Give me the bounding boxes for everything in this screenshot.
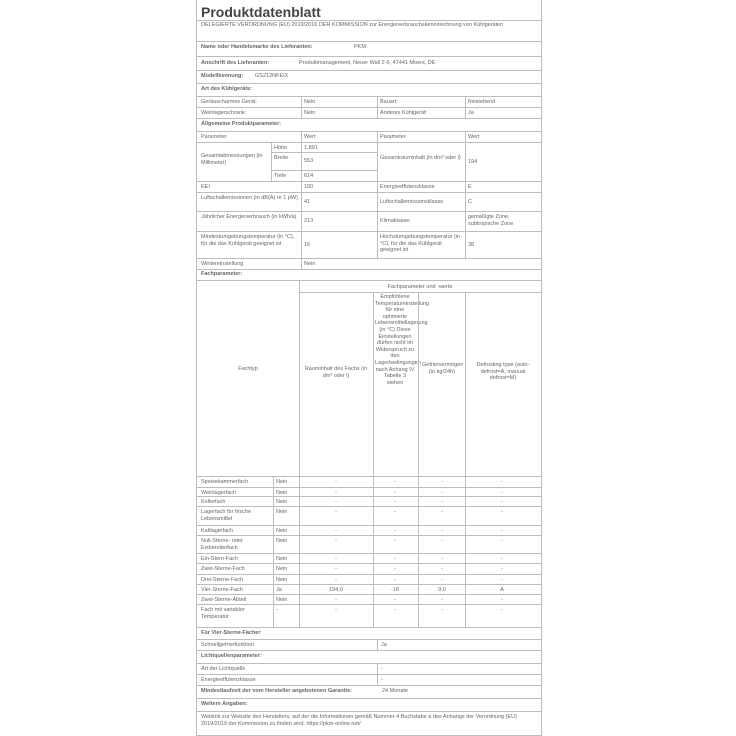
compartment-value: -	[441, 597, 443, 603]
param-header: Parameter	[380, 134, 406, 140]
compartment-group-header: Fachparameter und -werte	[387, 284, 453, 290]
divider	[377, 639, 378, 650]
divider	[197, 553, 541, 554]
divider	[299, 292, 541, 293]
divider	[197, 685, 541, 686]
compartment-value: -	[394, 528, 396, 534]
divider	[197, 258, 541, 259]
further-text: Weblink zur Website des Herstellers, auf der die Informationen gemäß Nummer 4 Buchstabe a des Anhangs der Verordnung (EU) 2019/2019 der Kommission zu finden sind: https://pkm-online.net/	[201, 714, 517, 727]
compartment-type: Weinlagerfach	[201, 490, 237, 496]
compartment-type: Lagerfach für frische Lebensmittel	[201, 509, 252, 522]
param-value: E	[468, 184, 472, 190]
divider	[197, 70, 541, 71]
compartment-value: -	[335, 528, 337, 534]
divider	[197, 96, 541, 97]
type-value: Nein	[304, 99, 316, 105]
compartment-value: -	[441, 490, 443, 496]
light-type-label: Art der Lichtquelle	[201, 666, 246, 672]
compartment-value: -	[501, 607, 503, 613]
compartment-value: -	[501, 597, 503, 603]
compartment-value: -	[335, 597, 337, 603]
dimension-value: 614	[304, 173, 314, 179]
compartment-type: Ein-Stern-Fach	[201, 556, 238, 562]
compartment-value: -	[501, 566, 503, 572]
divider	[465, 292, 466, 627]
compartment-col-defrost: Defrosting type (auto-defrost=A, manual defrost=M)	[476, 362, 530, 382]
compartment-value: -	[441, 566, 443, 572]
compartment-value: -	[335, 556, 337, 562]
compartment-value: -	[335, 499, 337, 505]
divider	[418, 292, 419, 627]
type-value: Nein	[304, 110, 316, 116]
divider	[197, 269, 541, 270]
model-label: Modellkennung:	[201, 73, 244, 79]
divider	[197, 211, 541, 212]
divider	[197, 711, 541, 712]
dimension-value: 1.891	[304, 145, 318, 151]
compartment-value: -	[335, 490, 337, 496]
compartment-value: -	[335, 607, 337, 613]
divider	[197, 142, 541, 143]
compartment-present: Nein	[276, 566, 288, 572]
compartment-value: -	[441, 607, 443, 613]
param-value: 213	[304, 218, 314, 224]
divider	[197, 506, 541, 507]
fast-freeze-label: Schnellgefrierfunktion	[201, 642, 254, 648]
compartment-present: -	[276, 607, 278, 613]
compartment-value: -	[394, 607, 396, 613]
volume-label: Gesamtrauminhalt (in dm³ oder l)	[380, 155, 461, 161]
compartment-type: Zwei-Sterne-Fach	[201, 566, 245, 572]
type-label: Geräuscharmes Gerät:	[201, 99, 257, 105]
fast-freeze-value: Ja	[381, 642, 387, 648]
warranty-label: Mindestlaufzeit der vom Hersteller angebotenen Garantie:	[201, 688, 352, 694]
divider	[197, 231, 541, 232]
compartment-type: Vier-Sterne-Fach	[201, 587, 243, 593]
param-label: Luftschallemissionsklasse	[380, 199, 444, 205]
compartment-type: Kellerfach	[201, 499, 226, 505]
dimension-name: Tiefe	[274, 173, 287, 179]
type-value: freistehend	[468, 99, 496, 105]
compartment-present: Nein	[276, 528, 288, 534]
dimensions-label: Gesamtabmessungen (in Millimeter)	[201, 153, 263, 166]
divider	[197, 476, 541, 477]
dimension-name: Breite	[274, 155, 289, 161]
compartment-value: -	[441, 528, 443, 534]
type-value: Ja	[468, 110, 474, 116]
type-heading: Art des Kühlgeräts:	[201, 86, 253, 92]
param-label: Luftschallemissionen (in dB(A) re 1 pW)	[201, 195, 298, 201]
compartment-value: -	[335, 509, 337, 515]
compartment-present: Nein	[276, 509, 288, 515]
compartment-value: -	[501, 499, 503, 505]
compartment-value: 9,0	[438, 587, 446, 593]
divider	[197, 663, 541, 664]
compartment-value: -	[394, 577, 396, 583]
divider	[197, 56, 541, 57]
param-label: Energieeffizienzklasse	[380, 184, 435, 190]
divider	[197, 496, 541, 497]
divider	[197, 181, 541, 182]
compartment-value: -	[394, 566, 396, 572]
divider	[197, 280, 541, 281]
divider	[197, 535, 541, 536]
type-label: Weinlagerschrank:	[201, 110, 247, 116]
compartment-value: -	[441, 479, 443, 485]
page-title: Produktdatenblatt	[201, 4, 321, 20]
type-label: Bauart:	[380, 99, 398, 105]
compartment-present: Nein	[276, 499, 288, 505]
light-class-label: Energieeffizienzklasse	[201, 677, 256, 683]
compartment-value: -	[394, 556, 396, 562]
divider	[197, 83, 541, 84]
light-heading: Lichtquellenparameter:	[201, 653, 262, 659]
divider	[197, 118, 541, 119]
compartment-value: -	[441, 577, 443, 583]
compartment-col-type: Fachtyp	[238, 366, 258, 372]
compartment-col-temp: Empfohlene Temperatureinstellung für eine optimierte Lebensmittellagerung (in °C) Diese Einstellungen dürfen nicht im Widerspruch zu den Lagerbedingungen nach Anhang IV Tabelle 3 stehen	[375, 294, 430, 386]
compartment-present: Nein	[276, 556, 288, 562]
divider	[197, 674, 541, 675]
param-value: 100	[304, 184, 314, 190]
divider	[197, 563, 541, 564]
divider	[299, 280, 300, 627]
regulation-text: DELEGIERTE VERORDNUNG (EU) 2019/2016 DER KOMMISSION zur Energieverbrauchskennzeichnung von Kühlgeräten	[201, 22, 504, 28]
compartment-value: -	[335, 479, 337, 485]
divider	[377, 96, 378, 118]
dimension-value: 553	[304, 158, 314, 164]
compartment-value: -	[394, 490, 396, 496]
divider	[197, 487, 541, 488]
param-value: C	[468, 199, 472, 205]
compartment-value: -	[335, 566, 337, 572]
compartment-value: -	[394, 509, 396, 515]
divider	[197, 131, 541, 132]
compartment-value: -	[441, 499, 443, 505]
divider	[271, 142, 272, 181]
compartment-value: -	[501, 490, 503, 496]
compartment-value: -	[441, 556, 443, 562]
param-value: 38	[468, 242, 475, 248]
compartment-value: A	[500, 587, 504, 593]
compartment-type: Kaltlagerfach	[201, 528, 234, 534]
compartment-type: Fach mit variabler Temperatur	[201, 607, 245, 620]
divider	[197, 604, 541, 605]
compartment-value: -	[501, 479, 503, 485]
product-datasheet	[196, 0, 542, 736]
divider	[197, 41, 541, 42]
supplier-address-value: Produktmanagement, Neuer Wall 2-6, 47441 Moers, DE	[299, 60, 436, 66]
divider	[465, 96, 466, 118]
compartment-present: Nein	[276, 597, 288, 603]
compartment-present: Nein	[276, 538, 288, 544]
compartment-value: -	[441, 538, 443, 544]
divider	[377, 131, 378, 258]
compartment-present: Nein	[276, 490, 288, 496]
param-label: Mindestumgebungstemperatur (in °C), für die das Kühlgerät geeignet ist	[201, 234, 295, 247]
compartment-value: -	[501, 528, 503, 534]
compartment-value: -	[501, 556, 503, 562]
param-label: Höchstumgebungstemperatur (in °C), für die das Kühlgerät geeignet ist	[380, 234, 461, 254]
divider	[301, 131, 302, 269]
winter-value: Nein	[304, 261, 316, 267]
compartment-value: -	[394, 499, 396, 505]
param-header: Wert	[468, 134, 480, 140]
compartment-present: Nein	[276, 577, 288, 583]
param-label: Klimaklasse:	[380, 218, 411, 224]
param-header: Wert	[304, 134, 316, 140]
general-heading: Allgemeine Produktparameter:	[201, 121, 282, 127]
supplier-name-label: Name oder Handelsmarke des Lieferanten:	[201, 44, 313, 50]
compartment-col-freeze: Gefriervermögen (in kg/24h)	[422, 362, 464, 375]
compartment-value: -	[335, 538, 337, 544]
divider	[197, 192, 541, 193]
compartment-value: -	[394, 597, 396, 603]
light-class-value: -	[381, 677, 383, 683]
divider	[197, 574, 541, 575]
compartment-value: 194,0	[329, 587, 343, 593]
compartment-type: Null-Sterne- oder Eisbereiterfach	[201, 538, 243, 551]
warranty-value: 24 Monate	[382, 688, 408, 694]
volume-value: 194	[468, 159, 478, 165]
divider	[273, 476, 274, 627]
type-label: Anderes Kühlgerät:	[380, 110, 428, 116]
divider	[197, 584, 541, 585]
param-value: gemäßigte Zone, subtropische Zone	[468, 214, 514, 227]
divider	[197, 20, 541, 21]
compartment-value: -	[394, 479, 396, 485]
param-label: Jährlicher Energieverbrauch (in kWh/a)	[201, 214, 297, 220]
compartment-type: Speisekammerfach	[201, 479, 249, 485]
divider	[465, 131, 466, 258]
compartment-value: -	[501, 577, 503, 583]
divider	[197, 698, 541, 699]
compartment-col-volume: Rauminhalt des Fachs (in dm³ oder l)	[304, 366, 368, 379]
divider	[197, 650, 541, 651]
divider	[197, 525, 541, 526]
compartment-value: -	[394, 538, 396, 544]
divider	[271, 170, 377, 171]
param-value: 16	[304, 242, 311, 248]
compartment-type: Drei-Sterne-Fach	[201, 577, 244, 583]
compartment-value: -	[501, 538, 503, 544]
divider	[301, 96, 302, 118]
divider	[197, 594, 541, 595]
compartment-present: Nein	[276, 479, 288, 485]
compartment-value: -	[501, 509, 503, 515]
four-star-heading: Für Vier-Sterne-Fächer	[201, 630, 261, 636]
compartment-value: -	[335, 577, 337, 583]
dimension-name: Höhe	[274, 145, 288, 151]
divider	[197, 627, 541, 628]
light-type-value: -	[381, 666, 383, 672]
divider	[373, 292, 374, 627]
compartment-heading: Fachparameter:	[201, 271, 243, 277]
further-heading: Weitere Angaben:	[201, 701, 248, 707]
param-label: EEI	[201, 184, 210, 190]
param-value: 41	[304, 199, 311, 205]
supplier-name-value: PKM	[354, 44, 366, 50]
compartment-value: -	[441, 509, 443, 515]
compartment-value: -18	[391, 587, 399, 593]
compartment-present: Ja	[276, 587, 282, 593]
supplier-address-label: Anschrift des Lieferanten:	[201, 60, 270, 66]
divider	[271, 152, 377, 153]
compartment-type: Zwei-Sterne-Abteil	[201, 597, 247, 603]
divider	[197, 107, 541, 108]
param-header: Parameter	[201, 134, 227, 140]
winter-label: Wintereinstellung	[201, 261, 244, 267]
divider	[377, 663, 378, 685]
model-value: GS212NFEIX	[255, 73, 289, 79]
divider	[197, 639, 541, 640]
